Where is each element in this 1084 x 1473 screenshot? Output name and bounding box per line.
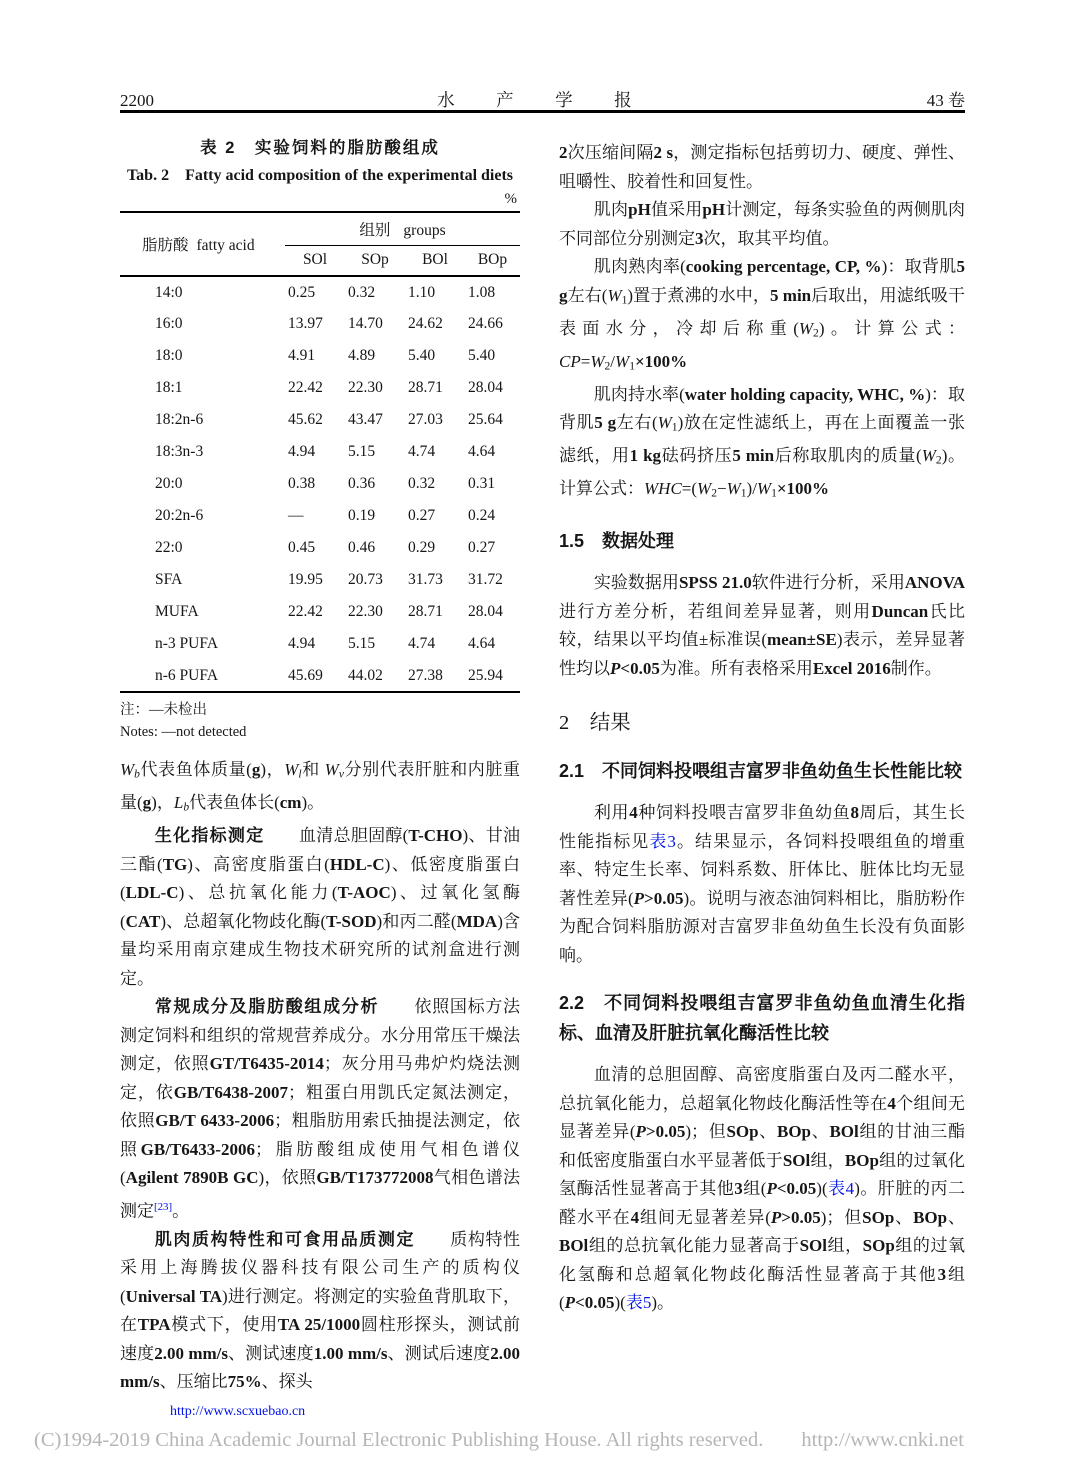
value-cell: 0.25 (288, 283, 316, 301)
value-cell: 4.89 (348, 347, 376, 364)
text-run: W (697, 479, 712, 499)
fatty-acid-name: 18:0 (155, 347, 183, 364)
text-run: CP (559, 351, 581, 371)
text-run: g (142, 793, 152, 813)
value-cell: 0.32 (408, 475, 436, 492)
value-cell: 28.71 (408, 379, 443, 396)
text-run: 5 min (769, 285, 812, 305)
fatty-acid-name: SFA (155, 571, 183, 588)
table-row (120, 308, 520, 340)
value-cell: 0.45 (288, 539, 316, 556)
text-run: Agilent 7890B GC (125, 1168, 259, 1188)
text-run: pH (628, 200, 651, 219)
text-run: 1 (621, 293, 628, 307)
fatty-acid-name: 20:0 (155, 475, 183, 492)
column-header-sop: SOp (361, 251, 389, 269)
value-cell: 22.30 (348, 379, 383, 396)
value-cell: 1.08 (468, 283, 496, 301)
scxuebao-link[interactable]: http://www.scxuebao.cn (170, 1404, 306, 1419)
ref-23-link[interactable]: [23] (154, 1200, 173, 1213)
value-cell: 4.74 (408, 443, 436, 460)
text-run: W (120, 760, 135, 779)
text-run: TPA (137, 1315, 171, 1335)
value-cell: 4.64 (468, 443, 496, 460)
text-run: 5 min (732, 446, 775, 466)
column-header-bop: BOp (477, 251, 508, 269)
right-column (559, 139, 965, 1318)
text-run: W (615, 351, 630, 371)
table-row (120, 404, 520, 436)
text-run: >0.05 (645, 1122, 686, 1142)
fatty-acid-name: MUFA (155, 603, 199, 620)
text-run: Excel 2016 (812, 658, 891, 678)
value-cell: 22.42 (288, 603, 323, 620)
text-run: HDL-C (329, 854, 385, 874)
text-run: 75% (227, 1372, 262, 1392)
text-run: 1 (629, 359, 635, 373)
page-number: 2200 (120, 91, 154, 110)
value-cell: 28.71 (408, 603, 443, 620)
value-cell: — (288, 507, 304, 524)
text-run: b (134, 767, 140, 781)
text-run: W (590, 351, 605, 371)
text-run: <0.05 (575, 1293, 615, 1313)
header-rule (120, 110, 965, 113)
row-header-zh: 脂肪酸 (142, 237, 189, 254)
journal-title: 水 产 学 报 (437, 90, 644, 110)
groups-header-cell (285, 212, 520, 245)
text-run: 1 kg (629, 446, 662, 466)
value-cell: 4.64 (468, 635, 496, 652)
section-heading: 1.5 数据处理 (559, 531, 675, 552)
text-run: 4 (629, 803, 638, 823)
text-run: >0.05 (781, 1207, 821, 1227)
text-run: P (635, 1122, 646, 1142)
text-run: mean±SE (767, 630, 837, 650)
value-cell: 0.46 (348, 539, 376, 556)
value-cell: 0.31 (468, 475, 496, 492)
text-run: ANOVA (904, 573, 966, 593)
text-run: GB/T6438-2007 (173, 1082, 289, 1102)
paragraph: 实验数据用SPSS 21.0软件进行分析，采用ANOVA进行方差分析，若组间差异显著，则用Duncan氏比较，结果以平均值±标准误(mean±SE)表示，差异显著性均以P<0.05为准。所有表格采用Excel 2016制作。 (559, 573, 966, 678)
text-run: P (770, 1207, 782, 1227)
table-row (120, 564, 520, 596)
text-run: W (324, 760, 339, 779)
text-run: 肌肉质构特性和可食用品质测定 (154, 1229, 416, 1249)
text-run: <0.05 (776, 1179, 817, 1199)
text-run: 2 (935, 453, 942, 467)
text-run: SPSS 21.0 (678, 573, 752, 593)
text-run: 2 s (653, 143, 674, 162)
value-cell: 13.97 (288, 315, 323, 332)
value-cell: 5.40 (408, 347, 436, 364)
value-cell: 43.47 (348, 411, 383, 428)
text-run: ×100% (776, 479, 830, 499)
text-run: 2 (559, 143, 568, 162)
value-cell: 24.66 (468, 315, 503, 332)
value-cell: 0.19 (348, 507, 376, 524)
text-run: GB/T 6433-2006 (155, 1111, 275, 1131)
paragraph: 肌肉pH值采用pH计测定，每条实验鱼的两侧肌肉不同部位分别测定3次，取其平均值。 (559, 200, 966, 248)
text-run: SOp (862, 1207, 895, 1227)
text-run: cm (279, 793, 302, 813)
copyright-text: (C)1994-2019 China Academic Journal Electronic Publishing House. All rights reserved. (34, 1429, 764, 1451)
text-run: 3 (734, 1179, 743, 1199)
value-cell: 0.32 (348, 283, 376, 301)
table2-unit-label: % (504, 191, 517, 207)
text-run: P (633, 888, 645, 908)
paragraph: 血清的总胆固醇、高密度脂蛋白及丙二醛水平，总抗氧化能力，总超氧化物歧化酶活性等在4个组间无显著差异(P>0.05)；但SOp、BOp、BOl组的甘油三酯和低密度脂蛋白水平显著低于SOl组，BOp组的过氧化氢酶活性显著高于其他3组(P<0.05)(表4)。肝脏的丙二醛水平在4组间无显著差异(P>0.05)；但SOp、BOp、BOl组的总抗氧化能力显著高于SOl组，SOp组的过氧化氢酶和总超氧化物歧化酶活性显著高于其他3组(P<0.05)(表5)。 (559, 1065, 966, 1313)
fatty-acid-name: 18:1 (155, 379, 183, 396)
text-run: 3 (695, 228, 704, 248)
text-run: pH (702, 200, 726, 219)
text-run: Universal TA (125, 1286, 223, 1306)
text-run: ×100% (634, 351, 688, 371)
left-column (120, 138, 520, 1397)
column-header-bol: BOl (422, 251, 448, 269)
text-run: Duncan (871, 601, 929, 621)
text-run: GB/T173772008 (316, 1168, 434, 1188)
text-run: W (756, 479, 772, 499)
table3-link[interactable]: 表3 (649, 831, 676, 851)
text-run: v (338, 767, 344, 781)
copyright-line (34, 1429, 1074, 1452)
text-run: 1 (671, 420, 678, 434)
groups-label-en: groups (403, 221, 446, 239)
groups-label-zh: 组别 (359, 221, 391, 239)
table-row (120, 276, 520, 308)
text-run: BOp (844, 1150, 879, 1170)
value-cell: 25.94 (468, 666, 503, 684)
text-run: 2 (711, 486, 717, 500)
text-run: 5 g (559, 257, 965, 305)
section-heading: 2.1 不同饲料投喂组吉富罗非鱼幼鱼生长性能比较 (559, 761, 963, 782)
value-cell: 19.95 (288, 571, 323, 588)
section-heading: 2.2 不同饲料投喂组吉富罗非鱼幼鱼血清生化指标、血清及肝脏抗氧化酶活性比较 (559, 993, 965, 1044)
text-run: water holding capacity, WHC, % (684, 384, 926, 404)
value-cell: 28.04 (468, 379, 503, 396)
fatty-acid-name: n-3 PUFA (155, 635, 219, 652)
value-cell: 22.30 (348, 603, 383, 620)
text-run: MDA (456, 911, 498, 931)
fatty-acid-name: 22:0 (155, 539, 183, 556)
text-run: TG (162, 854, 188, 874)
left-column-text (120, 756, 520, 1397)
row-header-cell (120, 212, 285, 276)
text-run: SOl (799, 1236, 827, 1256)
value-cell: 0.29 (408, 539, 436, 556)
fatty-acid-name: 20:2n-6 (155, 507, 204, 524)
text-run: LDL-C (125, 883, 179, 903)
value-cell: 45.69 (288, 666, 323, 684)
value-cell: 1.10 (408, 283, 436, 301)
paragraph: 生化指标测定 血清总胆固醇(T-CHO)、甘油三酯(TG)、高密度脂蛋白(HDL-C)、低密度脂蛋白(LDL-C)、总抗氧化能力(T-AOC)、过氧化氢酶(CAT)、总超氧化物歧化酶(T-SOD)和丙二醛(MDA)含量均采用南京建成生物技术研究所的试剂盒进行测定。 (120, 826, 520, 988)
text-run: T-CHO (408, 826, 463, 846)
text-run: 2 (813, 326, 819, 340)
value-cell: 44.02 (348, 666, 383, 684)
value-cell: 0.38 (288, 475, 316, 492)
volume-label: 43 卷 (926, 91, 965, 110)
text-run: L (173, 793, 184, 813)
table-row (120, 340, 520, 372)
fatty-acid-table (120, 211, 520, 693)
table5-link[interactable]: 表5 (625, 1293, 652, 1313)
paragraph: 肌肉质构特性和可食用品质测定 质构特性采用上海腾拔仪器科技有限公司生产的质构仪(Universal TA)进行测定。将测定的实验鱼背肌取下，在TPA模式下，使用TA 25/1000圆柱形探头，测试前速度2.00 mm/s、测试速度1.00 mm/s、测试后速度2.00 mm/s、压缩比75%、探头 (120, 1229, 521, 1392)
text-run: W (284, 760, 299, 779)
paragraph: 2次压缩间隔2 s，测定指标包括剪切力、硬度、弹性、咀嚼性、胶着性和回复性。 (559, 143, 965, 191)
text-run: P (610, 658, 621, 678)
text-run: 2.00 mm/s (154, 1343, 229, 1363)
text-run: >0.05 (644, 888, 684, 908)
text-run: 3 (937, 1264, 947, 1284)
fatty-acid-name: 16:0 (155, 315, 183, 332)
text-run: GT/T6435-2014 (209, 1054, 324, 1074)
text-run: 8 (850, 803, 859, 823)
table-row (120, 596, 520, 628)
journal-running-head (120, 86, 965, 112)
text-run: cooking percentage, CP, % (685, 257, 882, 276)
text-run: 1 (771, 486, 777, 500)
table-body (120, 276, 520, 692)
text-run: 4 (887, 1093, 896, 1113)
value-cell: 31.73 (408, 571, 443, 588)
text-run: 2.00 mm/s (120, 1343, 521, 1392)
text-run: BOl (559, 1236, 589, 1256)
value-cell: 0.24 (468, 507, 496, 524)
text-run: T-AOC (337, 883, 391, 903)
text-run: 4 (630, 1207, 640, 1227)
text-run: <0.05 (620, 658, 660, 678)
value-cell: 27.38 (408, 666, 443, 684)
text-run: W (726, 479, 741, 499)
text-run: P (766, 1179, 777, 1199)
value-cell: 28.04 (468, 603, 503, 620)
text-run: BOp (913, 1207, 948, 1227)
text-run: 常规成分及脂肪酸组成分析 (154, 997, 380, 1017)
value-cell: 25.64 (468, 411, 503, 428)
text-run: 1 (740, 486, 747, 500)
value-cell: 27.03 (408, 411, 443, 428)
value-cell: 0.27 (408, 507, 436, 524)
value-cell: 45.62 (288, 411, 323, 428)
table4-link[interactable]: 表4 (827, 1179, 855, 1199)
section-heading: 2 结果 (559, 712, 631, 735)
table-row (120, 468, 520, 500)
table-note-en: Notes: —not detected (120, 724, 247, 740)
table-row (120, 500, 520, 532)
text-run: 2 (604, 359, 611, 373)
text-run: WHC (644, 479, 682, 499)
value-cell: 0.36 (348, 475, 376, 492)
text-run: BOp (777, 1122, 812, 1142)
table-row (120, 372, 520, 404)
table2-title-en: Tab. 2 Fatty acid composition of the experimental diets (126, 167, 514, 184)
value-cell: 22.42 (288, 379, 323, 396)
text-run: 5 g (594, 413, 617, 433)
text-run: W (798, 318, 814, 338)
paragraph: Wb代表鱼体质量(g)，Wl和 Wv分别代表肝脏和内脏重量(g)，Lb代表鱼体长(cm)。 (120, 760, 521, 814)
text-run: TA 25/1000 (277, 1315, 361, 1335)
fatty-acid-name: 14:0 (155, 283, 183, 301)
fatty-acid-name: 18:3n-3 (155, 443, 204, 460)
text-run: BOl (829, 1122, 859, 1142)
text-run: l (298, 767, 302, 781)
fatty-acid-name: 18:2n-6 (155, 411, 204, 428)
value-cell: 5.15 (348, 635, 376, 652)
text-run: SOp (726, 1122, 759, 1142)
value-cell: 4.94 (288, 443, 316, 460)
paragraph: 肌肉持水率(water holding capacity, WHC, %)：取背肌5 g左右(W1)放在定性滤纸上，再在上面覆盖一张滤纸，用1 kg砝码挤压5 min后称取肌肉的质量(W2)。计算公式：WHC=(W2−W1)/W1×100% (559, 384, 966, 500)
value-cell: 5.15 (348, 443, 376, 460)
text-run: CAT (125, 911, 161, 931)
text-run: W (921, 446, 936, 466)
text-run: g (251, 760, 261, 779)
table-row (120, 628, 520, 660)
table-row (120, 436, 520, 468)
value-cell: 31.72 (468, 571, 503, 588)
paragraph: 肌肉熟肉率(cooking percentage, CP, %)：取背肌5 g左右(W1)置于煮沸的水中，5 min后取出，用滤纸吸干表面水分，冷却后称重(W2)。计算公式：CP=W2/W1×100% (559, 257, 965, 373)
text-run: SOp (862, 1236, 895, 1256)
text-run: T-SOD (326, 911, 377, 931)
text-run: W (607, 285, 622, 305)
text-run: b (183, 800, 190, 814)
text-run: 生化指标测定 (154, 826, 265, 846)
value-cell: 5.40 (468, 347, 496, 364)
paragraph: 常规成分及脂肪酸组成分析 依照国标方法测定饲料和组织的常规营养成分。水分用常压干燥法测定，依照GT/T6435-2014；灰分用马弗炉灼烧法测定，依GB/T6438-2007；粗蛋白用凯氏定氮法测定，依照GB/T 6433-2006；粗脂肪用索氏抽提法测定，依照GB/T6433-2006；脂肪酸组成使用气相色谱仪(Agilent 7890B GC)，依照GB/T173772008气相色谱法测定[23]。 (120, 997, 521, 1221)
value-cell: 4.74 (408, 635, 436, 652)
value-cell: 20.73 (348, 571, 383, 588)
text-run: GB/T6433-2006 (140, 1139, 255, 1159)
paragraph: 利用4种饲料投喂吉富罗非鱼幼鱼8周后，其生长性能指标见表3。结果显示，各饲料投喂组鱼的增重率、特定生长率、饲料系数、肝体比、脏体比均无显著性差异(P>0.05)。说明与液态油饲料相比，脂肪粉作为配合饲料脂肪源对吉富罗非鱼幼鱼生长没有负面影响。 (559, 803, 966, 965)
table-row (120, 660, 520, 692)
value-cell: 4.94 (288, 635, 316, 652)
text-run: W (657, 413, 672, 433)
table2-title-zh: 表 2 实验饲料的脂肪酸组成 (200, 139, 440, 157)
cnki-url: http://www.cnki.net (801, 1429, 964, 1451)
fatty-acid-name: n-6 PUFA (155, 666, 219, 684)
value-cell: 0.27 (468, 539, 496, 556)
row-header-en: fatty acid (196, 237, 255, 254)
column-header-sol: SOl (302, 251, 328, 269)
value-cell: 24.62 (408, 315, 443, 332)
text-run: P (564, 1293, 576, 1313)
value-cell: 14.70 (348, 315, 383, 332)
table-row (120, 532, 520, 564)
text-run: 1.00 mm/s (313, 1343, 388, 1363)
value-cell: 4.91 (288, 347, 316, 364)
table-note-zh: 注：—未检出 (120, 702, 207, 718)
text-run: SOl (782, 1150, 811, 1170)
